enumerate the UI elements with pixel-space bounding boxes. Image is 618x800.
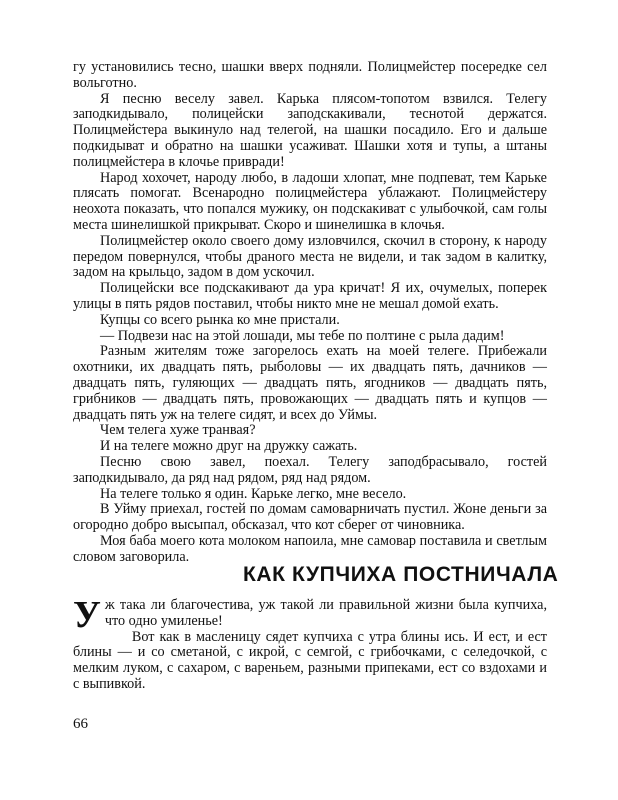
paragraph [73, 594, 547, 636]
paragraph: Моя баба моего кота молоком напоила, мне самовар поставила и светлым словом заговорила. [73, 532, 547, 565]
paragraph: Чем телега хуже транвая? [100, 422, 256, 439]
paragraph: И на телеге можно друг на дружку сажать. [100, 438, 358, 455]
paragraph: В Уйму приехал, гостей по домам самоварничать пустил. Жоне деньги за огородно добро высыпал, обсказал, что кот сберег от чиновника. [73, 501, 547, 534]
paragraph: Полицмейстер около своего дому изловчился, скочил в сторону, к народу передом повернулся, чтобы драного места не видели, и так задом в калитку, задом на крыльцо, задом в дом ускочил. [73, 232, 547, 281]
paragraph: Полицейски все подскакивают да ура кричат! Я их, очумелых, поперек улицы в пять рядов поставил, чтобы никто мне не мешал домой ехать. [73, 280, 547, 312]
paragraph: Вот как в масленицу сядет купчиха с утра блины ись. И ест, и ест блины — и со сметаной, с икрой, с семгой, с грибочками, с селедочкой, с мелким луком, с сахаром, с вареньем, разными припеками, ест со вздохами и с выпивкой. [73, 628, 547, 692]
paragraph: — Подвези нас на этой лошади, мы тебе по полтине с рыла дадим! [100, 327, 505, 344]
paragraph: Песню свою завел, поехал. Телегу заподбрасывало, гостей заподкидывало, да ряд над рядом, ряд над рядом. [73, 453, 547, 486]
paragraph: Купцы со всего рынка ко мне пристали. [100, 311, 340, 328]
paragraph: Народ хохочет, народу любо, в ладоши хлопат, мне подпеват, тем Карьке плясать помогат. Всенародно полицмейстера ублажают. Полицмейстеру неохота показать, что попался мужику, он подскакиват с улыбочкой, сам голы места шинелишкой прикрыват. Скоро и шинелишка в клочья. [73, 169, 547, 233]
paragraph: гу установились тесно, шашки вверх подняли. Полицмейстер посередке сел вольготно. [73, 59, 547, 91]
paragraph: Разным жителям тоже загорелось ехать на моей телеге. Прибежали охотники, их двадцать пять, рыболовы — их двадцать пять, дачников — двадцать пять, гуляющих — двадцать пять, ягодников — двадцать пять, грибников — двадцать пять, провожающих — двадцать пять и купцов — двадцать пять уж на телеге сидят, и всех до Уймы. [73, 343, 547, 423]
paragraph-text: ж така ли благочестива, уж такой ли правильной жизни была купчиха, что одно умиленье! [104, 597, 547, 629]
paragraph: Я песню веселу завел. Карька плясом-топотом взвился. Телегу заподкидывало, полицейски заподскакивали, теснотой держатся. Полицмейстера выкинуло над телегой, на шашки посадило. Его и дальше подкидыват и обратно на шашки усаживат. Шашки хотя и тупы, а штаны полицмейстера в клочье привради! [73, 90, 547, 170]
section-title: КАК КУПЧИХА ПОСТНИЧАЛА [243, 563, 559, 586]
paragraph: На телеге только я один. Карьке легко, мне весело. [100, 485, 407, 502]
drop-cap: У [73, 594, 101, 636]
story-text [73, 60, 547, 566]
page-number: 66 [73, 716, 88, 732]
section-text [73, 594, 547, 693]
